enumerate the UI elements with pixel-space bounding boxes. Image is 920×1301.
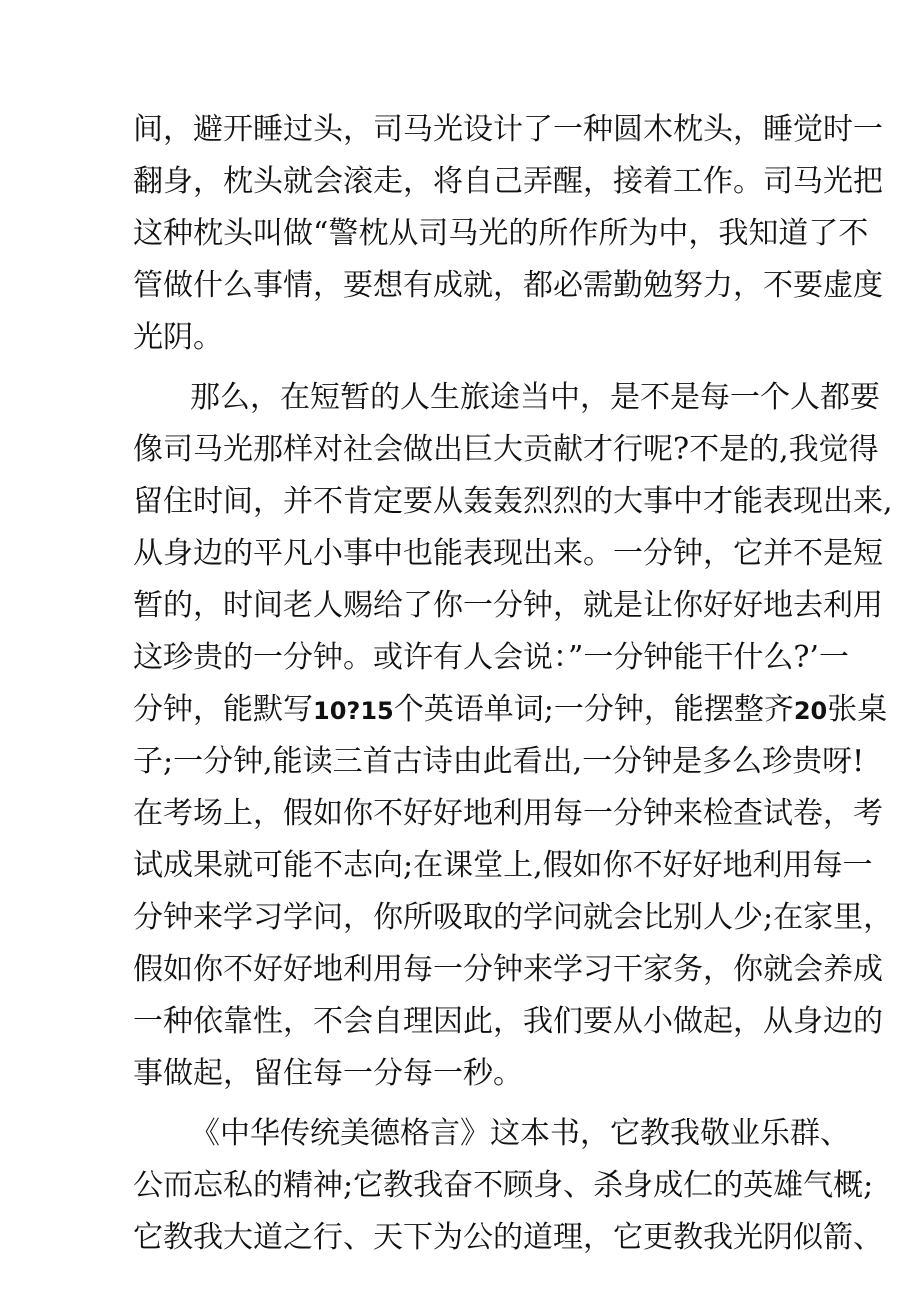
body-text: [133, 104, 894, 1264]
line-middle: 个英语单词;一分钟，能摆整齐: [393, 692, 794, 727]
text-line: 翻身，枕头就会滚走，将自己弄醒，接着工作。司马光把: [133, 164, 883, 199]
text-line: 公而忘私的精神;它教我奋不顾身、杀身成仁的英雄气概;: [133, 1168, 874, 1203]
text-line: 试成果就可能不志向;在课堂上,假如你不好好地利用每一: [133, 848, 873, 883]
text-line: 管做什么事情，要想有成就，都必需勤勉努力，不要虚度: [133, 268, 883, 303]
text-line: 光阴。: [133, 320, 223, 355]
number-count: 20: [793, 697, 828, 725]
text-line: 那么，在短暂的人生旅途当中，是不是每一个人都要: [190, 380, 880, 415]
text-line: 《中华传统美德格言》这本书，它教我敬业乐群、: [190, 1116, 850, 1151]
paragraph-1: [133, 104, 883, 364]
paragraph-3: [133, 1108, 883, 1264]
paragraph-spacer: [133, 364, 798, 372]
text-line: 在考场上，假如你不好好地利用每一分钟来检查试卷，考: [133, 796, 883, 831]
text-line: 间，避开睡过头，司马光设计了一种圆木枕头，睡觉时一: [133, 112, 883, 147]
text-line: 像司马光那样对社会做出巨大贡献才行呢?不是的,我觉得: [133, 432, 879, 467]
text-line: 这种枕头叫做“警枕从司马光的所作所为中，我知道了不: [133, 216, 869, 251]
line-suffix: 张桌: [827, 692, 888, 727]
text-line: 暂的，时间老人赐给了你一分钟，就是让你好好地去利用: [133, 588, 883, 623]
text-line: 从身边的平凡小事中也能表现出来。一分钟，它并不是短: [133, 536, 883, 571]
text-line: 分钟来学习学问，你所吸取的学问就会比别人少;在家里，: [133, 900, 894, 935]
text-line: 留住时间，并不肯定要从轰轰烈烈的大事中才能表现出来,: [133, 484, 893, 519]
text-line: 这珍贵的一分钟。或许有人会说：”一分钟能干什么?’一: [133, 640, 849, 675]
text-line: 事做起，留住每一分每一秒。: [133, 1056, 523, 1091]
paragraph-spacer: [133, 1100, 798, 1108]
line-prefix: 分钟，能默写: [133, 692, 313, 727]
text-line: 假如你不好好地利用每一分钟来学习干家务，你就会养成: [133, 952, 883, 987]
paragraph-2: [133, 372, 894, 1100]
text-line: 一种依靠性，不会自理因此，我们要从小做起，从身边的: [133, 1004, 883, 1039]
text-line: 它教我大道之行、天下为公的道理，它更教我光阴似箭、: [133, 1220, 883, 1255]
text-line-with-numbers: [133, 684, 888, 736]
number-range: 10?15: [313, 697, 394, 725]
text-line: 子;一分钟,能读三首古诗由此看出,一分钟是多么珍贵呀!: [133, 744, 865, 779]
